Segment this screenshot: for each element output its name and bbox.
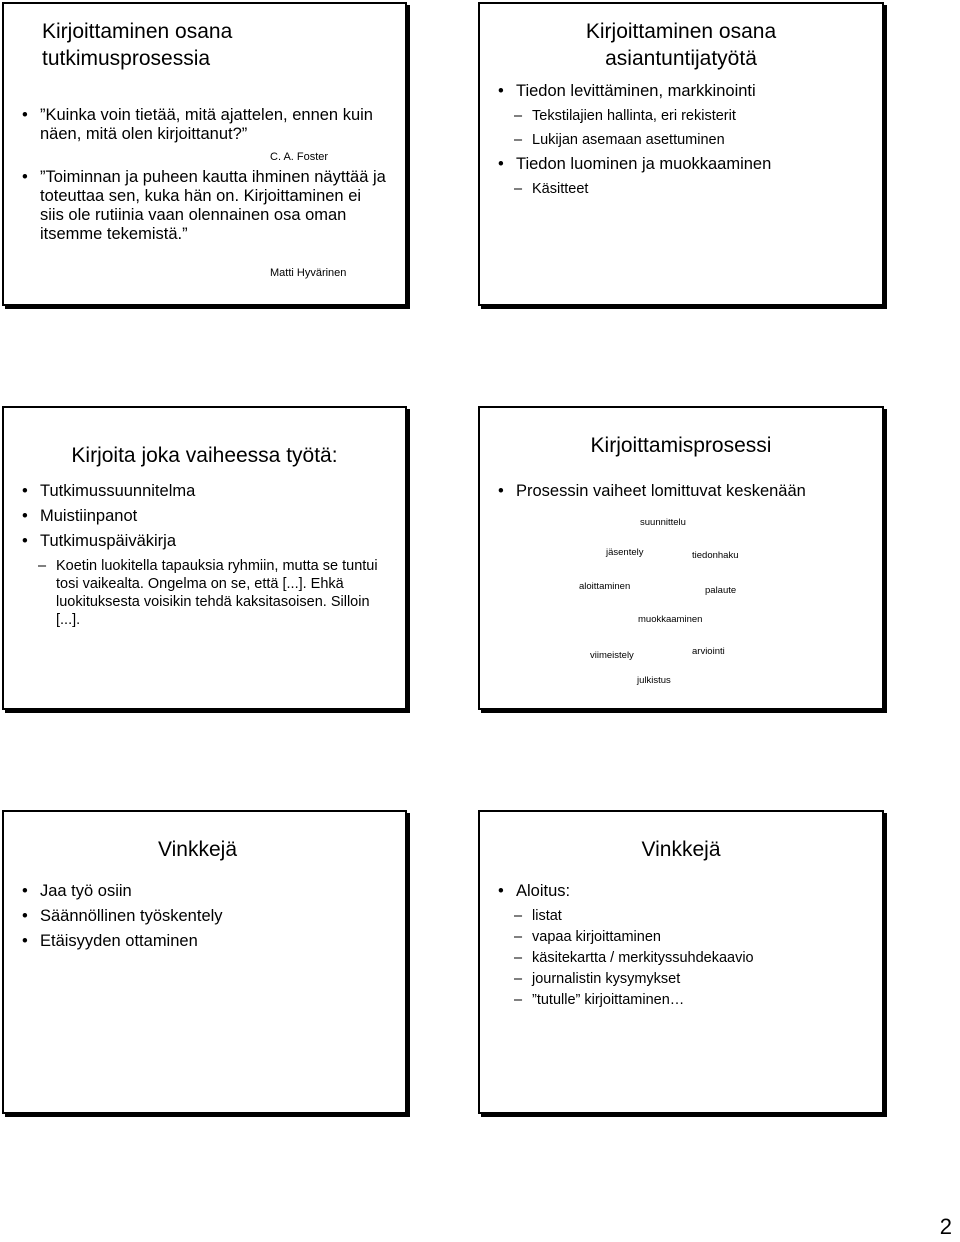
sub-bullet-item: – Lukijan asemaan asettuminen (494, 131, 874, 149)
slide-vinkkeja-1 (2, 810, 407, 1114)
quote-attribution: C. A. Foster (270, 151, 329, 163)
bullet-list (18, 882, 388, 957)
slide-title: Kirjoita joka vaiheessa työtä: (71, 444, 338, 467)
slide-title: Kirjoittamisprosessi (590, 434, 772, 457)
sub-bullet-item: – Tekstilajien hallinta, eri rekisterit (494, 107, 874, 125)
slide-vinkkeja-2 (478, 810, 884, 1114)
slide-title: Kirjoittaminen osana tutkimusprosessia (42, 20, 233, 70)
bullet-list (494, 482, 874, 507)
diagram-word-aloittaminen: aloittaminen (579, 581, 631, 592)
slide-title: Kirjoittaminen osana asiantuntijatyötä (585, 20, 777, 70)
quote-bullet: • ”Toiminnan ja puheen kautta ihminen näyttää ja toteuttaa sen, kuka hän on. Kirjoittaminen ei siis ole rutiinia vaan olennainen osa oman itsemme tekemistä.” (18, 168, 388, 244)
bullet-item: • Tiedon levittäminen, markkinointi (494, 82, 874, 101)
bullet-item: • Etäisyyden ottaminen (18, 932, 388, 951)
bullet-list (18, 482, 378, 629)
quote-bullet: • ”Kuinka voin tietää, mitä ajattelen, ennen kuin näen, mitä olen kirjoittanut?” (18, 106, 388, 144)
bullet-item: • Jaa työ osiin (18, 882, 388, 901)
diagram-word-arviointi: arviointi (692, 646, 725, 657)
slide-kirjoittaminen-tutkimusprosessissa (2, 2, 407, 306)
sub-bullet-item: – vapaa kirjoittaminen (494, 928, 874, 946)
bullet-list (494, 882, 874, 1012)
bullet-item: • Muistiinpanot (18, 507, 378, 526)
diagram-word-jasentely: jäsentely (606, 547, 644, 558)
bullet-item: • Tutkimussuunnitelma (18, 482, 378, 501)
bullet-item: • Tutkimuspäiväkirja (18, 532, 378, 551)
sub-bullet-item: – ”tutulle” kirjoittaminen… (494, 991, 874, 1009)
bullet-item: • Prosessin vaiheet lomittuvat keskenään (494, 482, 874, 501)
slide-title: Vinkkejä (641, 838, 721, 861)
bullet-item: • Aloitus: (494, 882, 874, 901)
diagram-word-julkistus: julkistus (637, 675, 671, 686)
slide-kirjoittamisprosessi (478, 406, 884, 710)
sub-bullet-item: – journalistin kysymykset (494, 970, 874, 988)
diagram-word-viimeistely: viimeistely (590, 650, 634, 661)
slide-title: Vinkkejä (158, 838, 237, 861)
bullet-item: • Säännöllinen työskentely (18, 907, 388, 926)
diagram-word-muokkaaminen: muokkaaminen (638, 614, 703, 625)
diagram-word-suunnittelu: suunnittelu (640, 517, 686, 528)
slide-asiantuntijatyo (478, 2, 884, 306)
sub-bullet-item: – Koetin luokitella tapauksia ryhmiin, mutta se tuntui tosi vaikealta. Ongelma on se, että [...]. Ehkä luokituksesta voisikin tehdä kaksitasoisen. Silloin [...]. (18, 557, 378, 629)
page-number: 2 (939, 1214, 952, 1239)
bullet-list (18, 106, 388, 144)
sub-bullet-item: – listat (494, 907, 874, 925)
sub-bullet-item: – Käsitteet (494, 180, 874, 198)
diagram-word-tiedonhaku: tiedonhaku (692, 550, 739, 561)
bullet-list (18, 168, 388, 250)
bullet-item: • Tiedon luominen ja muokkaaminen (494, 155, 874, 174)
slide-kirjoita-joka-vaiheessa (2, 406, 407, 710)
quote-attribution: Matti Hyvärinen (270, 267, 347, 279)
bullet-list (494, 82, 874, 204)
sub-bullet-item: – käsitekartta / merkityssuhdekaavio (494, 949, 874, 967)
diagram-word-palaute: palaute (705, 585, 737, 596)
